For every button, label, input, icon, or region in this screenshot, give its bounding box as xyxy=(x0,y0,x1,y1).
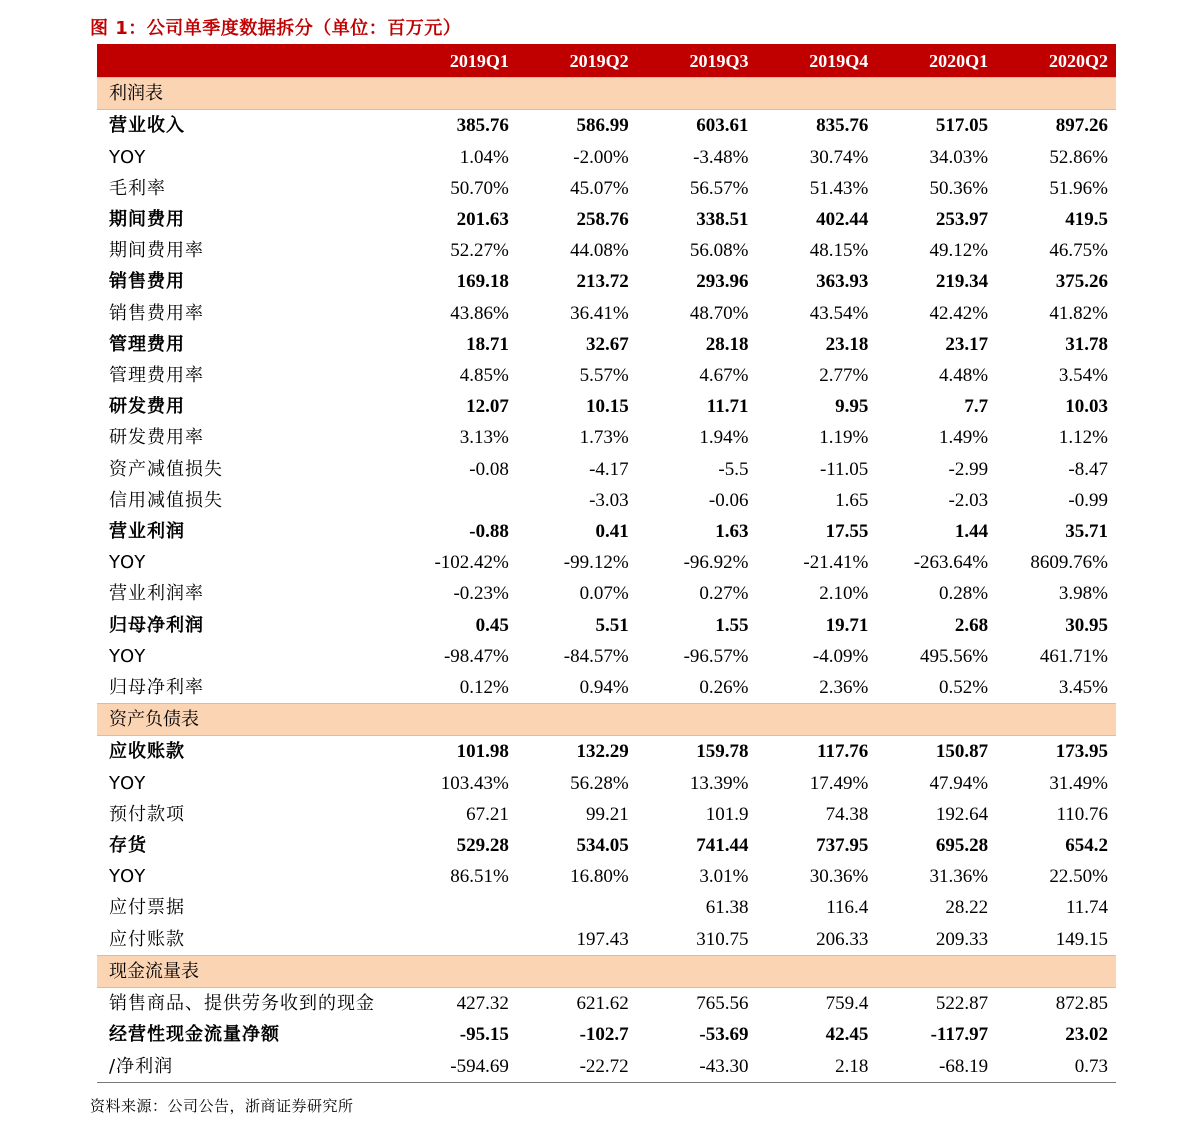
table-row xyxy=(97,924,1116,956)
cell-value: -5.5 xyxy=(718,458,749,480)
cell-value: 0.41 xyxy=(595,521,629,543)
cell-value: 1.12% xyxy=(1058,427,1108,449)
cell-value: -96.92% xyxy=(683,552,749,574)
table-row xyxy=(97,861,1116,892)
cell-value: 534.05 xyxy=(576,835,629,857)
cell-value: 897.26 xyxy=(1055,115,1108,137)
cell-value: 4.48% xyxy=(939,365,989,387)
cell-value: 765.56 xyxy=(696,993,749,1015)
cell-value: 7.7 xyxy=(964,396,989,418)
cell-value: 28.22 xyxy=(945,897,989,919)
cell-value: 0.12% xyxy=(459,677,509,699)
cell-value: 56.08% xyxy=(689,240,749,262)
cell-value: 50.70% xyxy=(450,177,509,199)
row-label: 营业利润 xyxy=(109,521,185,543)
cell-value: 8609.76% xyxy=(1030,552,1108,574)
cell-value: 197.43 xyxy=(576,928,629,950)
cell-value: 110.76 xyxy=(1056,803,1108,825)
cell-value: 30.95 xyxy=(1065,614,1108,636)
cell-value: -21.41% xyxy=(803,552,869,574)
cell-value: 44.08% xyxy=(570,240,629,262)
cell-value: 695.28 xyxy=(935,835,989,857)
cell-value: -2.00% xyxy=(573,146,629,168)
cell-value: 213.72 xyxy=(576,271,629,293)
table-row xyxy=(97,204,1116,235)
table-row xyxy=(97,547,1116,578)
cell-value: 47.94% xyxy=(929,772,989,794)
row-label: 管理费用率 xyxy=(109,365,204,387)
cell-value: 43.54% xyxy=(809,302,869,324)
header-blank-cell xyxy=(97,46,397,78)
cell-value: 461.71% xyxy=(1039,645,1108,667)
cell-value: 3.01% xyxy=(699,866,749,888)
row-label: YOY xyxy=(109,645,147,667)
cell-value: 51.96% xyxy=(1049,177,1108,199)
cell-value: -0.23% xyxy=(453,583,509,605)
financial-table xyxy=(97,46,1116,1083)
cell-value: 363.93 xyxy=(816,271,869,293)
cell-value: -95.15 xyxy=(459,1024,509,1046)
cell-value: 1.55 xyxy=(715,614,749,636)
cell-value: 1.73% xyxy=(579,427,629,449)
column-header: 2019Q3 xyxy=(637,46,757,78)
cell-value: 30.74% xyxy=(809,146,869,168)
row-label: 营业利润率 xyxy=(109,583,204,605)
table-row xyxy=(97,610,1116,641)
cell-value: -84.57% xyxy=(563,645,629,667)
cell-value: 42.45 xyxy=(825,1024,869,1046)
column-header: 2020Q2 xyxy=(996,46,1116,78)
cell-value: 654.2 xyxy=(1065,835,1108,857)
cell-value: 173.95 xyxy=(1055,741,1108,763)
cell-value: 18.71 xyxy=(466,333,509,355)
cell-value: 737.95 xyxy=(816,835,869,857)
cell-value: 49.12% xyxy=(929,240,989,262)
cell-value: -263.64% xyxy=(913,552,989,574)
cell-value: 4.67% xyxy=(699,365,749,387)
cell-value: 32.67 xyxy=(585,333,629,355)
source-note: 资料来源：公司公告，浙商证券研究所 xyxy=(90,1097,354,1115)
cell-value: 101.9 xyxy=(705,803,749,825)
cell-value: 41.82% xyxy=(1049,302,1108,324)
row-label: 信用减值损失 xyxy=(109,489,223,511)
cell-value: -3.03 xyxy=(589,489,629,511)
cell-value: 385.76 xyxy=(456,115,509,137)
cell-value: 0.45 xyxy=(475,614,509,636)
row-label: 应付账款 xyxy=(109,928,185,950)
cell-value: 872.85 xyxy=(1055,993,1108,1015)
table-row xyxy=(97,360,1116,391)
cell-value: 2.36% xyxy=(819,677,869,699)
table-row xyxy=(97,266,1116,297)
cell-value: -8.47 xyxy=(1068,458,1108,480)
cell-value: 43.86% xyxy=(450,302,509,324)
table-row xyxy=(97,235,1116,266)
cell-value: 0.28% xyxy=(939,583,989,605)
cell-value: 586.99 xyxy=(576,115,629,137)
cell-value: 2.68 xyxy=(954,614,989,636)
cell-value: 3.54% xyxy=(1058,365,1108,387)
row-label: /净利润 xyxy=(97,1051,397,1083)
cell-value: 2.18 xyxy=(757,1051,877,1083)
cell-value: 402.44 xyxy=(816,209,869,231)
cell-value: 34.03% xyxy=(929,146,989,168)
cell-value: 1.65 xyxy=(835,489,869,511)
cell-value: 201.63 xyxy=(456,209,509,231)
row-label: YOY xyxy=(109,772,147,794)
cell-value: 759.4 xyxy=(825,993,869,1015)
cell-value: -0.88 xyxy=(469,521,509,543)
cell-value: -102.7 xyxy=(579,1024,629,1046)
cell-value: -53.69 xyxy=(699,1024,749,1046)
cell-value: 375.26 xyxy=(1055,271,1108,293)
row-label: YOY xyxy=(109,146,147,168)
cell-value: 31.78 xyxy=(1065,333,1108,355)
cell-value: 50.36% xyxy=(929,177,989,199)
cell-value: 48.15% xyxy=(809,240,869,262)
cell-value: 209.33 xyxy=(935,928,989,950)
cell-value: -22.72 xyxy=(517,1051,637,1083)
cell-value: 101.98 xyxy=(456,741,509,763)
cell-value: 0.27% xyxy=(699,583,749,605)
cell-value: 5.51 xyxy=(595,614,629,636)
cell-value: 36.41% xyxy=(570,302,629,324)
column-header: 2019Q2 xyxy=(517,46,637,78)
row-label: YOY xyxy=(109,552,147,574)
cell-value: -117.97 xyxy=(930,1024,989,1046)
table-row xyxy=(97,672,1116,704)
cell-value: 0.73 xyxy=(996,1051,1116,1083)
cell-value: 1.94% xyxy=(699,427,749,449)
table-row xyxy=(97,173,1116,204)
cell-value: 4.85% xyxy=(459,365,509,387)
cell-value: 74.38 xyxy=(825,803,869,825)
cell-value: -11.05 xyxy=(819,458,869,480)
cell-value: 17.55 xyxy=(825,521,869,543)
cell-value: 132.29 xyxy=(576,741,629,763)
table-row xyxy=(97,830,1116,861)
cell-value: 1.19% xyxy=(819,427,869,449)
cell-value: 12.07 xyxy=(466,396,509,418)
table-row xyxy=(97,1051,1116,1083)
row-label: 归母净利率 xyxy=(109,677,204,699)
cell-value xyxy=(397,485,517,516)
cell-value: 22.50% xyxy=(1049,866,1108,888)
cell-value: 0.52% xyxy=(939,677,989,699)
cell-value: 42.42% xyxy=(929,302,989,324)
cell-value: 529.28 xyxy=(456,835,509,857)
table-row xyxy=(97,454,1116,485)
row-label: 毛利率 xyxy=(109,177,166,199)
cell-value: 46.75% xyxy=(1049,240,1108,262)
row-label: 营业收入 xyxy=(109,115,185,137)
cell-value: 3.13% xyxy=(459,427,509,449)
cell-value xyxy=(397,924,517,956)
row-label: YOY xyxy=(109,866,147,888)
cell-value: 1.49% xyxy=(939,427,989,449)
cell-value: 310.75 xyxy=(696,928,749,950)
cell-value: -99.12% xyxy=(563,552,629,574)
cell-value: 31.36% xyxy=(929,866,989,888)
cell-value: 103.43% xyxy=(440,772,509,794)
row-label: 归母净利润 xyxy=(109,614,204,636)
cell-value: 293.96 xyxy=(696,271,749,293)
figure-title: 图 1：公司单季度数据拆分（单位：百万元） xyxy=(90,18,462,39)
cell-value: 219.34 xyxy=(935,271,989,293)
cell-value: 31.49% xyxy=(1049,772,1108,794)
table-row xyxy=(97,391,1116,422)
cell-value: 9.95 xyxy=(835,396,869,418)
row-label: 期间费用率 xyxy=(109,240,204,262)
table-row xyxy=(97,892,1116,923)
section-title: 现金流量表 xyxy=(97,955,1116,987)
cell-value: 23.02 xyxy=(1065,1024,1108,1046)
cell-value: 67.21 xyxy=(466,803,509,825)
row-label: 应付票据 xyxy=(109,897,185,919)
cell-value: -102.42% xyxy=(434,552,509,574)
section-header-row xyxy=(97,704,1116,736)
row-label: 管理费用 xyxy=(109,333,185,355)
cell-value: -68.19 xyxy=(876,1051,996,1083)
cell-value: 149.15 xyxy=(1055,928,1108,950)
cell-value: 99.21 xyxy=(585,803,629,825)
cell-value: 51.43% xyxy=(809,177,869,199)
column-header: 2019Q1 xyxy=(397,46,517,78)
cell-value: 10.15 xyxy=(585,396,629,418)
cell-value: -594.69 xyxy=(397,1051,517,1083)
cell-value: 741.44 xyxy=(696,835,749,857)
cell-value: 206.33 xyxy=(816,928,869,950)
cell-value: 61.38 xyxy=(705,897,749,919)
table-row xyxy=(97,142,1116,173)
table-row xyxy=(97,799,1116,830)
row-label: 预付款项 xyxy=(109,803,185,825)
row-label: 存货 xyxy=(109,835,147,857)
cell-value xyxy=(397,892,517,923)
row-label: 应收账款 xyxy=(109,741,185,763)
cell-value: 13.39% xyxy=(689,772,749,794)
row-label: 研发费用率 xyxy=(109,427,204,449)
cell-value: 495.56% xyxy=(920,645,989,667)
row-label: 期间费用 xyxy=(109,209,185,231)
cell-value: -0.08 xyxy=(469,458,509,480)
cell-value: 5.57% xyxy=(579,365,629,387)
cell-value: 3.45% xyxy=(1058,677,1108,699)
cell-value: 86.51% xyxy=(450,866,509,888)
row-label: 经营性现金流量净额 xyxy=(109,1024,280,1046)
table-row xyxy=(97,641,1116,672)
column-header: 2019Q4 xyxy=(757,46,877,78)
cell-value: 192.64 xyxy=(935,803,989,825)
cell-value: 17.49% xyxy=(809,772,869,794)
cell-value: 3.98% xyxy=(1058,583,1108,605)
cell-value: 1.44 xyxy=(954,521,989,543)
cell-value: -96.57% xyxy=(683,645,749,667)
table-row xyxy=(97,1019,1116,1050)
cell-value: -0.06 xyxy=(708,489,749,511)
table-row xyxy=(97,110,1116,142)
section-title: 资产负债表 xyxy=(97,704,1116,736)
cell-value: 1.04% xyxy=(459,146,509,168)
table-row xyxy=(97,298,1116,329)
header-row xyxy=(97,46,1116,78)
cell-value: -4.09% xyxy=(812,645,869,667)
cell-value: 159.78 xyxy=(696,741,749,763)
cell-value: -3.48% xyxy=(693,146,749,168)
row-label: 销售费用率 xyxy=(109,302,204,324)
cell-value: 16.80% xyxy=(570,866,629,888)
cell-value: 116.4 xyxy=(826,897,869,919)
cell-value: 30.36% xyxy=(809,866,869,888)
section-title: 利润表 xyxy=(97,78,1116,110)
row-label: 销售费用 xyxy=(109,271,185,293)
row-label: 资产减值损失 xyxy=(109,458,223,480)
cell-value: 45.07% xyxy=(570,177,629,199)
cell-value: 2.10% xyxy=(819,583,869,605)
cell-value: -2.99 xyxy=(948,458,989,480)
cell-value: 427.32 xyxy=(456,993,509,1015)
table-row xyxy=(97,516,1116,547)
section-header-row xyxy=(97,78,1116,110)
cell-value: 56.57% xyxy=(689,177,749,199)
cell-value: -98.47% xyxy=(443,645,509,667)
cell-value: 11.74 xyxy=(1065,897,1108,919)
table-body xyxy=(97,78,1116,1083)
cell-value: 2.77% xyxy=(819,365,869,387)
table-row xyxy=(97,422,1116,453)
table-row xyxy=(97,736,1116,768)
cell-value: -0.99 xyxy=(1068,489,1108,511)
cell-value: 23.17 xyxy=(945,333,989,355)
cell-value: 517.05 xyxy=(935,115,989,137)
cell-value: -4.17 xyxy=(589,458,629,480)
cell-value: -43.30 xyxy=(637,1051,757,1083)
cell-value: 28.18 xyxy=(705,333,749,355)
cell-value: 253.97 xyxy=(935,209,989,231)
table-row xyxy=(97,768,1116,799)
cell-value: 338.51 xyxy=(696,209,749,231)
cell-value: 603.61 xyxy=(696,115,749,137)
table-row xyxy=(97,329,1116,360)
column-header: 2020Q1 xyxy=(876,46,996,78)
cell-value: 10.03 xyxy=(1065,396,1108,418)
cell-value: 117.76 xyxy=(817,741,869,763)
section-header-row xyxy=(97,955,1116,987)
cell-value: 835.76 xyxy=(816,115,869,137)
cell-value: 621.62 xyxy=(576,993,629,1015)
cell-value: 35.71 xyxy=(1065,521,1108,543)
cell-value: 419.5 xyxy=(1065,209,1108,231)
cell-value: 48.70% xyxy=(689,302,749,324)
cell-value: -2.03 xyxy=(948,489,989,511)
table-row xyxy=(97,988,1116,1020)
cell-value: 0.07% xyxy=(579,583,629,605)
table-row xyxy=(97,485,1116,516)
cell-value: 150.87 xyxy=(935,741,989,763)
row-label: 销售商品、提供劳务收到的现金 xyxy=(109,993,375,1015)
cell-value: 19.71 xyxy=(825,614,869,636)
table-row xyxy=(97,578,1116,609)
cell-value: 23.18 xyxy=(825,333,869,355)
cell-value: 0.26% xyxy=(699,677,749,699)
cell-value: 56.28% xyxy=(570,772,629,794)
row-label: 研发费用 xyxy=(109,396,185,418)
cell-value: 522.87 xyxy=(935,993,989,1015)
cell-value: 0.94% xyxy=(579,677,629,699)
cell-value: 169.18 xyxy=(456,271,509,293)
cell-value: 11.71 xyxy=(706,396,749,418)
cell-value: 1.63 xyxy=(715,521,749,543)
cell-value: 52.86% xyxy=(1049,146,1108,168)
cell-value: 258.76 xyxy=(576,209,629,231)
cell-value xyxy=(517,892,637,923)
cell-value: 52.27% xyxy=(450,240,509,262)
